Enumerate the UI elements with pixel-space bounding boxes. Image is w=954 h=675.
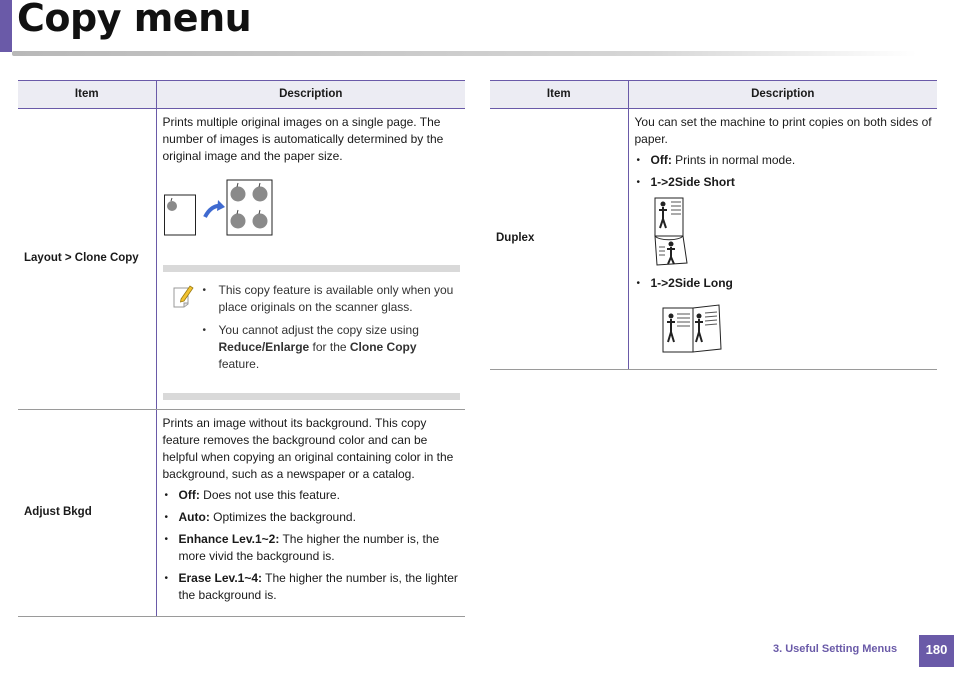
table-header-row: [18, 81, 465, 109]
duplex-long-illustration: [659, 304, 933, 358]
table-header-row: [490, 81, 937, 109]
description-adjust-bkgd: [156, 410, 465, 617]
settings-table-right: [490, 80, 937, 370]
option-item: • 1->2Side Short: [635, 174, 933, 191]
title-rule: [12, 51, 917, 56]
option-item: • Off: Does not use this feature.: [163, 487, 461, 504]
note-item: • This copy feature is available only when you place originals on the scanner glass.: [203, 282, 457, 316]
note-item: • You cannot adjust the copy size using Reduce/Enlarge for the Clone Copy feature.: [203, 322, 457, 373]
table-row-clone-copy: [18, 109, 465, 410]
table-row-adjust-bkgd: [18, 410, 465, 617]
page-title: Copy menu: [17, 0, 252, 40]
option-item: • Auto: Optimizes the background.: [163, 509, 461, 526]
duplex-text: You can set the machine to print copies on both sides of paper.: [634, 115, 932, 146]
column-header-item: Item: [18, 81, 156, 109]
option-item: • Off: Prints in normal mode.: [635, 152, 933, 169]
column-header-description: Description: [628, 81, 937, 109]
settings-table-left: [18, 80, 465, 617]
clone-copy-illustration: [163, 179, 461, 253]
item-adjust-bkgd: Adjust Bkgd: [18, 410, 156, 617]
item-duplex: Duplex: [490, 109, 628, 370]
adjust-bkgd-text: Prints an image without its background. This copy feature removes the background color and can be helpful when copying an original containing color in the background, such as a newspaper or a catalog.: [162, 416, 454, 481]
clone-copy-note: [163, 265, 461, 400]
option-item: • Erase Lev.1~4: The higher the number is, the lighter the background is.: [163, 570, 461, 604]
item-clone-copy: Layout > Clone Copy: [18, 109, 156, 410]
description-clone-copy: [156, 109, 465, 410]
page-number-badge: 180: [919, 635, 954, 667]
column-header-description: Description: [156, 81, 465, 109]
description-duplex: [628, 109, 937, 370]
clone-copy-text: Prints multiple original images on a single page. The number of images is automatically determined by the original image and the paper size.: [162, 115, 444, 163]
option-item: • 1->2Side Long: [635, 275, 933, 292]
title-accent-bar: [0, 0, 12, 52]
note-pencil-icon: [172, 284, 194, 313]
duplex-short-illustration: [651, 197, 933, 267]
table-row-duplex: [490, 109, 937, 370]
option-item: • Enhance Lev.1~2: The higher the number is, the more vivid the background is.: [163, 531, 461, 565]
column-header-item: Item: [490, 81, 628, 109]
footer-section-label: 3. Useful Setting Menus: [773, 643, 898, 655]
